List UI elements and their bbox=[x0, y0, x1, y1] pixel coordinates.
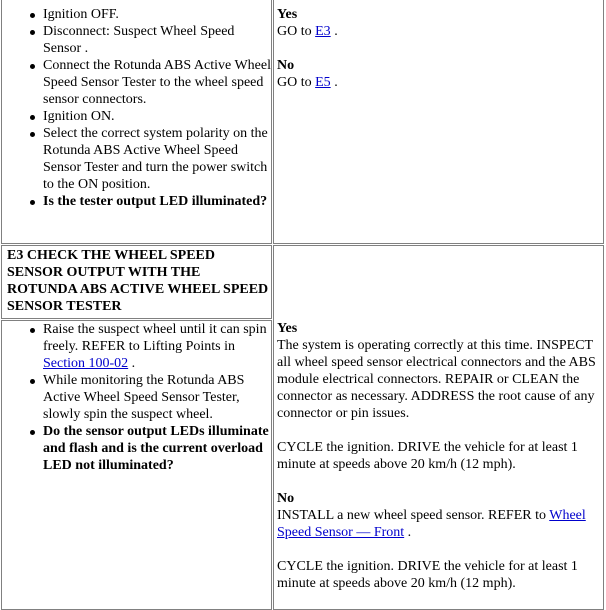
step-e3-result-cell bbox=[273, 245, 604, 610]
step-e2-instruction-list bbox=[3, 6, 271, 210]
step-e3-yes-text: The system is operating correctly at this time. INSPECT all wheel speed sensor electrical connectors and the ABS module electrical connectors. REPAIR or CLEAN the connector as necessary. ADDRESS the root cause of any connector or pin issues. bbox=[277, 338, 596, 421]
diagnostic-table bbox=[1, 0, 604, 608]
link-e3[interactable]: E3 bbox=[315, 24, 331, 39]
list-item: Connect the Rotunda ABS Active Wheel Speed Sensor Tester to the wheel speed sensor connectors. bbox=[3, 57, 271, 108]
step-e3-action-cell bbox=[1, 320, 272, 610]
list-item bbox=[3, 423, 271, 474]
yes-label: Yes bbox=[277, 7, 298, 22]
list-item: Disconnect: Suspect Wheel Speed Sensor . bbox=[3, 23, 271, 57]
step-e3-no-action: INSTALL a new wheel speed sensor. REFER to Wheel Speed Sensor — Front . bbox=[277, 508, 586, 540]
step-e2-results bbox=[277, 6, 601, 91]
link-wheel-speed-sensor-front[interactable]: Wheel Speed Sensor — Front bbox=[277, 508, 586, 540]
step-e3-no-cycle: CYCLE the ignition. DRIVE the vehicle for at least 1 minute at speeds above 20 km/h (12 mph). bbox=[277, 559, 578, 591]
step-e2-no-action: GO to E5 . bbox=[277, 75, 338, 90]
step-e3-question: Do the sensor output LEDs illuminate and flash and is the current overload LED not illuminated? bbox=[43, 424, 269, 473]
step-e2-result-cell bbox=[273, 0, 604, 244]
list-item: Ignition ON. bbox=[3, 108, 271, 125]
step-e2-yes-action: GO to E3 . bbox=[277, 24, 338, 39]
link-section-100-02[interactable]: Section 100-02 bbox=[43, 356, 129, 371]
step-e3-results bbox=[277, 320, 601, 592]
step-e3-yes-cycle: CYCLE the ignition. DRIVE the vehicle for at least 1 minute at speeds above 20 km/h (12 mph). bbox=[277, 440, 578, 472]
list-item: Ignition OFF. bbox=[3, 6, 271, 23]
step-e3-instruction-list bbox=[3, 321, 271, 474]
list-item bbox=[3, 193, 271, 210]
step-e3-heading: E3 CHECK THE WHEEL SPEED SENSOR OUTPUT WITH THE ROTUNDA ABS ACTIVE WHEEL SPEED SENSOR TESTER bbox=[7, 248, 269, 314]
link-e5[interactable]: E5 bbox=[315, 75, 331, 90]
list-item: While monitoring the Rotunda ABS Active Wheel Speed Sensor Tester, slowly spin the suspect wheel. bbox=[3, 372, 271, 423]
step-e2-question: Is the tester output LED illuminated? bbox=[43, 194, 268, 209]
step-e3-heading-cell bbox=[1, 245, 272, 319]
list-item: Raise the suspect wheel until it can spin freely. REFER to Lifting Points in Section 100-02 . bbox=[3, 321, 271, 372]
step-e2-action-cell bbox=[1, 0, 272, 244]
yes-label: Yes bbox=[277, 321, 298, 336]
list-item: Select the correct system polarity on the Rotunda ABS Active Wheel Speed Sensor Tester and turn the power switch to the ON position. bbox=[3, 125, 271, 193]
no-label: No bbox=[277, 491, 295, 506]
no-label: No bbox=[277, 58, 295, 73]
